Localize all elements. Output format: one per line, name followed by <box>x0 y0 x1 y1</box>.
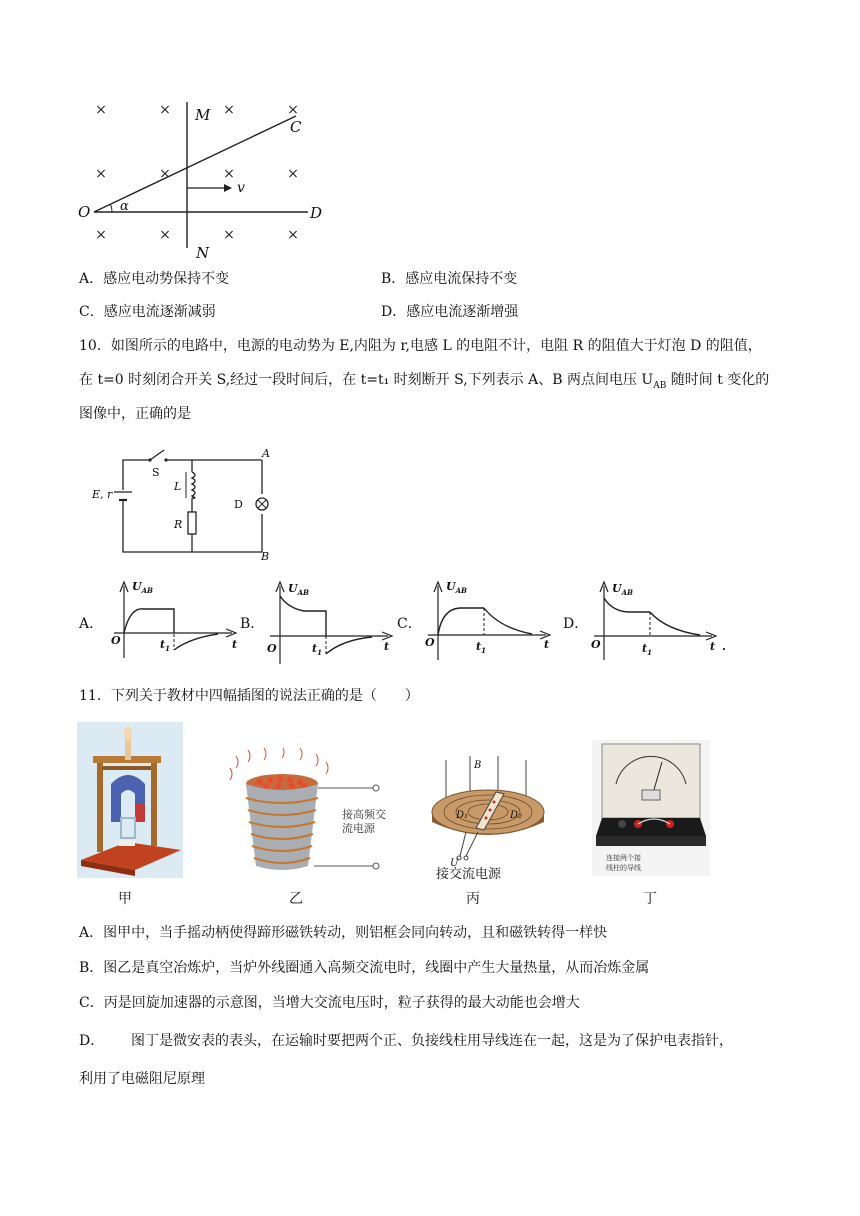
q9-option-c[interactable]: C．感应电流逐渐减弱 <box>79 304 216 320</box>
cross-mark: × <box>223 102 235 118</box>
angle-arc <box>111 205 113 213</box>
ding-label-2: 线柱的导线 <box>606 864 641 872</box>
yi-power-label-1: 接高频交 <box>342 808 386 821</box>
figure-bing-cyclotron <box>426 756 556 882</box>
switch-blade <box>150 450 164 460</box>
q11-option-d-prefix[interactable]: D． <box>79 1033 105 1049</box>
graph-option-c[interactable] <box>420 578 556 670</box>
q11-option-d-line2[interactable]: 利用了电磁阻尼原理 <box>79 1071 205 1087</box>
svg-text:t1: $t_1$ <box>476 640 486 655</box>
q11-stem: 11．下列关于教材中四幅插图的说法正确的是（ ） <box>79 688 419 704</box>
svg-text:t: t <box>544 638 550 651</box>
cross-mark: × <box>95 166 107 182</box>
inductor-coil-icon <box>192 472 195 498</box>
caption-ding: 丁 <box>643 891 657 907</box>
figure-jia-magnet-apparatus <box>77 722 183 878</box>
bing-b-label: B <box>474 760 482 771</box>
cross-mark: × <box>95 227 107 243</box>
yi-power-label-2: 流电源 <box>342 822 375 835</box>
q10-stem-line1: 10．如图所示的电路中，电源的电动势为 E,内阻为 r,电感 L 的电阻不计，电阻 R 的阻值大于灯泡 D 的阻值， <box>79 338 762 354</box>
cross-mark: × <box>287 102 299 118</box>
graph-option-d[interactable] <box>586 578 736 670</box>
q11-option-b[interactable]: B．图乙是真空冶炼炉，当炉外线圈通入高频交流电时，线圈中产生大量热量，从而冶炼金属 <box>79 960 650 976</box>
arrow-head-icon <box>224 184 232 192</box>
q11-option-c[interactable]: C．丙是回旋加速器的示意图，当增大交流电压时，粒子获得的最大动能也会增大 <box>79 995 580 1011</box>
bing-d1-label: D₁ <box>456 810 469 821</box>
q11-option-a[interactable]: A．图甲中，当手摇动柄使得蹄形磁铁转动，则铝框会同向转动，且和磁铁转得一样快 <box>79 925 608 941</box>
cross-mark: × <box>159 227 171 243</box>
cross-mark: × <box>159 102 171 118</box>
svg-text:UAB: $U_{AB}$ <box>612 582 633 597</box>
graph-option-b[interactable] <box>262 578 398 670</box>
svg-text:O: O <box>267 642 277 655</box>
circuit-diagram <box>86 440 286 562</box>
svg-text:t: t <box>384 640 390 653</box>
svg-text:t1: $t_1$ <box>312 642 322 657</box>
svg-text:t1: $t_1$ <box>642 642 652 657</box>
q9-option-a[interactable]: A．感应电动势保持不变 <box>79 271 230 287</box>
q10-option-d-label[interactable]: D． <box>563 616 589 632</box>
caption-jia: 甲 <box>118 891 132 907</box>
svg-text:UAB: $U_{AB}$ <box>446 580 467 595</box>
label-switch: S <box>152 466 160 479</box>
cross-mark: × <box>287 166 299 182</box>
label-d: D <box>234 498 243 511</box>
label-r: R <box>174 518 183 531</box>
q10-option-b-label[interactable]: B． <box>240 616 265 632</box>
q9-option-b[interactable]: B．感应电流保持不变 <box>381 271 518 287</box>
label-b: B <box>261 550 270 562</box>
cross-mark: × <box>95 102 107 118</box>
label-v: v <box>237 180 245 196</box>
figure-ding-microammeter <box>592 740 710 876</box>
svg-text:O: O <box>111 634 121 647</box>
graph-option-a[interactable] <box>106 578 242 670</box>
label-a: A <box>262 447 270 460</box>
figure-yi-induction-furnace <box>226 748 426 878</box>
cross-mark: × <box>223 166 235 182</box>
label-o: O <box>78 203 91 221</box>
svg-text:O: O <box>425 636 435 649</box>
svg-text:t: t <box>710 640 716 653</box>
cross-mark: × <box>159 166 171 182</box>
q11-option-d-line1[interactable]: 图丁是微安表的表头，在运输时要把两个正、负接线柱用导线连在一起，这是为了保护电表指针， <box>131 1033 733 1049</box>
svg-text:t1: $t_1$ <box>160 638 170 653</box>
q10-stem-line3: 图像中，正确的是 <box>79 406 191 422</box>
svg-text:UAB: $U_{AB}$ <box>288 582 309 597</box>
svg-text:.: . <box>722 640 726 653</box>
caption-yi: 乙 <box>289 891 303 907</box>
magnetic-field-figure <box>74 96 334 266</box>
bing-u-label: U <box>450 858 459 869</box>
label-alpha: α <box>120 199 129 214</box>
label-c: C <box>290 118 302 136</box>
label-n: N <box>196 244 210 262</box>
svg-text:t: t <box>232 638 238 651</box>
bing-d2-label: D₂ <box>510 810 523 821</box>
label-d: D <box>310 204 323 222</box>
rail-oc <box>94 116 296 212</box>
label-m: M <box>195 106 211 124</box>
label-er: E, r <box>92 488 113 501</box>
q10-option-a-label[interactable]: A． <box>79 616 104 632</box>
cross-mark: × <box>287 227 299 243</box>
q9-option-d[interactable]: D．感应电流逐渐增强 <box>381 304 519 320</box>
bing-power-label: 接交流电源 <box>436 867 502 882</box>
ding-label-1: 连接两个接 <box>606 854 641 862</box>
svg-text:O: O <box>591 638 601 651</box>
resistor-icon <box>188 512 196 534</box>
caption-bing: 丙 <box>466 891 480 907</box>
q10-option-c-label[interactable]: C． <box>397 616 422 632</box>
label-l: L <box>174 480 182 493</box>
q10-stem-line2: 在 t=0 时刻闭合开关 S,经过一段时间后，在 t=t₁ 时刻断开 S,下列表示 A、B 两点间电压 $U_{AB}$ 随时间 t 变化的 <box>79 372 770 391</box>
cross-mark: × <box>223 227 235 243</box>
svg-text:UAB: $U_{AB}$ <box>132 580 153 595</box>
